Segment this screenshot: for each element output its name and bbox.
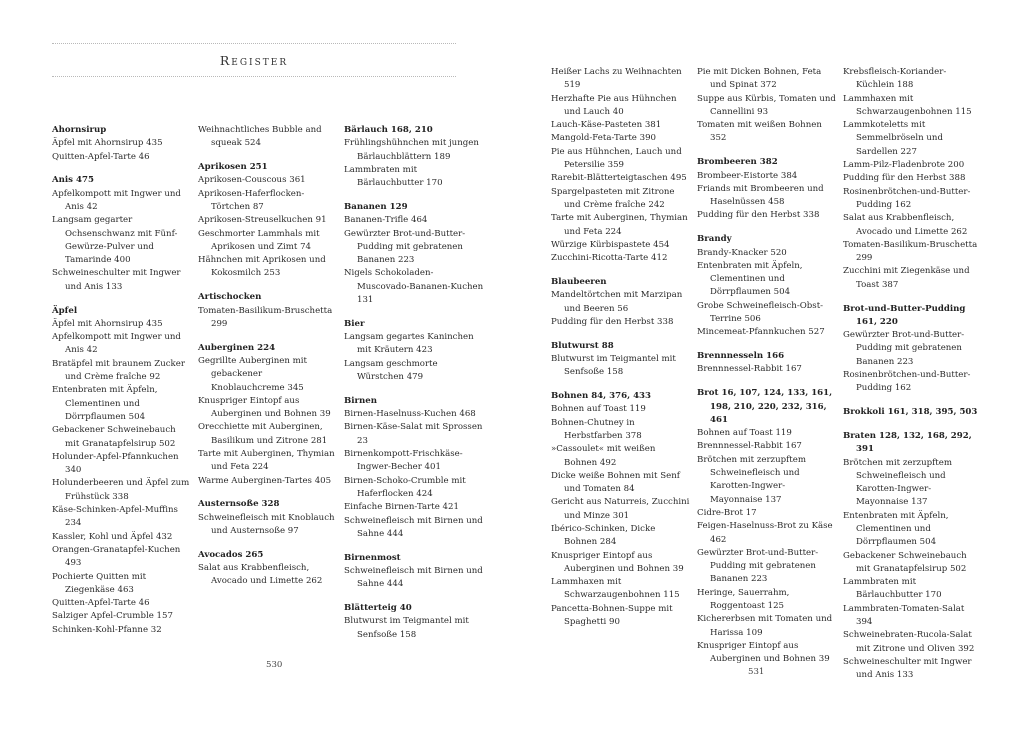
- index-entry: Brötchen mit zerzupftem Schweinefleisch und Karotten-Ingwer-Mayonnaise 137: [697, 454, 806, 505]
- index-entry: Gewürzter Brot-und-Butter-Pudding mit gebratenen Bananen 223: [344, 228, 466, 266]
- index-entry: Kassler, Kohl und Äpfel 432: [52, 531, 173, 542]
- index-heading: Brot 16, 107, 124, 133, 161, 198, 210, 220, 232, 316, 461: [697, 388, 833, 425]
- index-entry: Birnen-Haselnuss-Kuchen 468: [344, 409, 476, 420]
- index-entry: Bananen-Trifle 464: [344, 215, 428, 226]
- top-dotted-rule: [52, 43, 456, 44]
- index-entry: Mangold-Feta-Tarte 390: [551, 133, 657, 144]
- index-entry: Würzige Kürbispastete 454: [551, 239, 670, 250]
- index-entry: Aprikosen-Streuselkuchen 91: [198, 215, 327, 226]
- index-entry: Schweineschulter mit Ingwer und Anis 133: [52, 268, 181, 292]
- index-group: [551, 66, 691, 265]
- index-entry: Lammbraten mit Bärlauchbutter 170: [843, 577, 942, 601]
- index-entry: Frühlingshühnchen mit jungen Bärlauchblättern 189: [344, 138, 479, 162]
- index-entry: Pie aus Hühnchen, Lauch und Petersilie 359: [551, 146, 682, 171]
- index-entry: Gebackener Schweinebauch mit Granatapfelsirup 502: [52, 425, 176, 449]
- index-heading: Äpfel: [52, 305, 78, 316]
- index-entry: Gewürzter Brot-und-Butter-Pudding mit gebratenen Bananen 223: [843, 330, 965, 367]
- index-heading: Birnen: [344, 395, 378, 406]
- index-entry: Gegrillte Auberginen mit gebackener Knoblauchcreme 345: [198, 355, 307, 393]
- index-entry: Käse-Schinken-Apfel-Muffins 234: [52, 505, 178, 529]
- index-column-2: [198, 124, 338, 599]
- index-entry: Tarte mit Auberginen, Thymian und Feta 224: [551, 213, 688, 237]
- index-heading: Auberginen 224: [198, 342, 276, 353]
- index-group: [344, 124, 484, 190]
- index-heading: Ahornsirup: [52, 125, 107, 135]
- index-heading: Anis 475: [52, 175, 94, 186]
- index-group: [52, 174, 192, 294]
- index-group: [198, 124, 338, 151]
- index-entry: Pudding für den Herbst 388: [843, 173, 966, 184]
- index-entry: Bohnen auf Toast 119: [697, 428, 792, 439]
- index-entry: Langsam geschmorte Würstchen 479: [344, 358, 438, 383]
- index-entry: Tomaten mit weißen Bohnen 352: [697, 120, 822, 144]
- index-entry: Herzhafte Pie aus Hühnchen und Lauch 40: [551, 93, 677, 117]
- index-entry: Brennnessel-Rabbit 167: [697, 364, 802, 375]
- index-heading: Avocados 265: [198, 549, 264, 560]
- index-entry: Mandeltörtchen mit Marzipan und Beeren 56: [551, 290, 683, 314]
- index-entry: Äpfel mit Ahornsirup 435: [52, 318, 163, 329]
- index-entry: Orecchiette mit Auberginen, Basilikum und Zitrone 281: [198, 422, 328, 446]
- index-entry: Zucchini-Ricotta-Tarte 412: [551, 253, 668, 264]
- index-entry: Friands mit Brombeeren und Haselnüssen 458: [697, 183, 824, 208]
- index-column-6: [843, 66, 983, 693]
- index-entry: Aprikosen-Haferflocken-Törtchen 87: [198, 188, 305, 212]
- index-entry: Warme Auberginen-Tartes 405: [198, 475, 332, 486]
- page-number-right: 531: [748, 667, 765, 677]
- index-group: [843, 406, 983, 419]
- index-group: [344, 602, 484, 642]
- index-column-4: [551, 66, 691, 640]
- index-entry: Pudding für den Herbst 338: [551, 316, 674, 327]
- index-heading: Brennnesseln 166: [697, 351, 785, 362]
- index-group: [843, 430, 983, 683]
- index-entry: Suppe aus Kürbis, Tomaten und Cannellini 93: [697, 93, 836, 117]
- index-entry: Orangen-Granatapfel-Kuchen 493: [52, 544, 181, 569]
- index-heading: Blaubeeren: [551, 276, 607, 287]
- index-entry: Schweinefleisch mit Knoblauch und Austernsoße 97: [198, 512, 335, 537]
- index-entry: Geschmorter Lammhals mit Aprikosen und Zimt 74: [198, 228, 320, 252]
- index-entry: Brandy-Knacker 520: [697, 247, 787, 258]
- index-group: [697, 233, 837, 339]
- index-group: [697, 66, 837, 146]
- index-entry: Blutwurst im Teigmantel mit Senfsoße 158: [344, 616, 469, 640]
- index-entry: Langsam gegarter Ochsenschwanz mit Fünf-Gewürze-Pulver und Tamarinde 400: [52, 215, 178, 266]
- index-entry: Holunderbeeren und Äpfel zum Frühstück 338: [52, 478, 190, 502]
- index-entry: Schweineschulter mit Ingwer und Anis 133: [843, 656, 972, 681]
- index-entry: Pie mit Dicken Bohnen, Feta und Spinat 372: [697, 67, 822, 91]
- index-column-5: [697, 66, 837, 677]
- index-entry: Heringe, Sauerrahm, Roggentoast 125: [697, 587, 790, 611]
- index-entry: Tarte mit Auberginen, Thymian und Feta 224: [198, 449, 335, 473]
- index-heading: Brot-und-Butter-Pudding 161, 220: [843, 303, 966, 327]
- index-group: [697, 387, 837, 666]
- index-entry: Pochierte Quitten mit Ziegenkäse 463: [52, 571, 147, 595]
- index-entry: Salat aus Krabbenfleisch, Avocado und Limette 262: [198, 563, 323, 587]
- index-entry: Salat aus Krabbenfleisch, Avocado und Limette 262: [843, 213, 968, 237]
- title-dotted-rule: [52, 76, 456, 77]
- index-heading: Birnenmost: [344, 552, 401, 563]
- index-group: [843, 303, 983, 396]
- index-entry: Brennnessel-Rabbit 167: [697, 441, 802, 452]
- index-entry: Langsam gegartes Kaninchen mit Kräutern 423: [344, 332, 474, 356]
- index-group: [344, 395, 484, 541]
- index-entry: Pudding für den Herbst 338: [697, 210, 820, 221]
- index-group: [198, 549, 338, 589]
- index-entry: Lammbraten mit Bärlauchbutter 170: [344, 164, 443, 189]
- index-entry: Gewürzter Brot-und-Butter-Pudding mit gebratenen Bananen 223: [697, 547, 819, 585]
- index-entry: Tomaten-Basilikum-Bruschetta 299: [843, 239, 978, 264]
- index-column-3: [344, 124, 484, 652]
- index-heading: Bärlauch 168, 210: [344, 125, 433, 135]
- index-group: [198, 291, 338, 331]
- index-heading: Brombeeren 382: [697, 157, 778, 168]
- index-group: [198, 498, 338, 538]
- index-entry: Hähnchen mit Aprikosen und Kokosmilch 253: [198, 255, 326, 279]
- index-entry: Birnen-Käse-Salat mit Sprossen 23: [344, 422, 483, 446]
- index-heading: Blätterteig 40: [344, 603, 412, 613]
- index-entry: »Cassoulet« mit weißen Bohnen 492: [551, 444, 656, 468]
- index-group: [551, 340, 691, 380]
- index-entry: Aprikosen-Couscous 361: [198, 175, 306, 186]
- index-entry: Apfelkompott mit Ingwer und Anis 42: [52, 188, 181, 212]
- index-entry: Rosinenbrötchen-und-Butter-Pudding 162: [843, 186, 971, 210]
- index-heading: Austernsoße 328: [198, 499, 280, 510]
- index-entry: Äpfel mit Ahornsirup 435: [52, 138, 163, 149]
- index-group: [697, 350, 837, 377]
- index-group: [344, 201, 484, 307]
- index-entry: Bohnen-Chutney in Herbstfarben 378: [551, 417, 642, 441]
- index-entry: Tomaten-Basilikum-Bruschetta 299: [198, 305, 333, 329]
- index-column-1: [52, 124, 192, 647]
- index-entry: Lammbraten-Tomaten-Salat 394: [843, 603, 965, 628]
- index-group: [551, 276, 691, 329]
- index-entry: Lammkoteletts mit Semmelbröseln und Sardellen 227: [843, 120, 943, 157]
- index-entry: Bratäpfel mit braunem Zucker und Crème fraîche 92: [52, 358, 185, 383]
- index-entry: Rarebit-Blätterteigtaschen 495: [551, 173, 687, 184]
- index-heading: Brandy: [697, 234, 732, 245]
- index-entry: Apfelkompott mit Ingwer und Anis 42: [52, 332, 181, 356]
- index-entry: Cidre-Brot 17: [697, 507, 757, 518]
- index-entry: Lammhaxen mit Schwarzaugenbohnen 115: [551, 577, 680, 601]
- index-entry: Schweinebraten-Rucola-Salat mit Zitrone und Oliven 392: [843, 630, 975, 654]
- index-entry: Knuspriger Eintopf aus Auberginen und Bohnen 39: [551, 550, 684, 574]
- index-entry: Weihnachtliches Bubble and squeak 524: [198, 125, 322, 149]
- index-group: [198, 161, 338, 281]
- index-entry: Bohnen auf Toast 119: [551, 404, 646, 415]
- index-entry: Schweinefleisch mit Birnen und Sahne 444: [344, 515, 483, 539]
- index-entry: Heißer Lachs zu Weihnachten 519: [551, 67, 682, 91]
- index-entry: Salziger Apfel-Crumble 157: [52, 611, 173, 622]
- index-entry: Gebackener Schweinebauch mit Granatapfelsirup 502: [843, 550, 967, 574]
- index-entry: Rosinenbrötchen-und-Butter-Pudding 162: [843, 370, 971, 394]
- index-entry: Gericht aus Naturreis, Zucchini und Minze 301: [551, 497, 690, 521]
- index-entry: Ibérico-Schinken, Dicke Bohnen 284: [551, 524, 656, 548]
- index-entry: Holunder-Apfel-Pfannkuchen 340: [52, 451, 179, 476]
- page-title: Register: [219, 53, 289, 68]
- index-group: [843, 66, 983, 292]
- index-heading: Artischocken: [198, 292, 262, 303]
- index-group: [551, 390, 691, 629]
- index-entry: Lauch-Käse-Pasteten 381: [551, 120, 662, 131]
- index-entry: Quitten-Apfel-Tarte 46: [52, 151, 150, 162]
- index-entry: Dicke weiße Bohnen mit Senf und Tomaten 84: [551, 470, 680, 495]
- index-entry: Spargelpasteten mit Zitrone und Crème fraîche 242: [551, 186, 675, 210]
- index-group: [198, 342, 338, 488]
- index-heading: Bananen 129: [344, 201, 408, 212]
- index-heading: Bohnen 84, 376, 433: [551, 391, 652, 402]
- index-entry: Brötchen mit zerzupftem Schweinefleisch und Karotten-Ingwer-Mayonnaise 137: [843, 457, 952, 508]
- page-number-left: 530: [266, 660, 283, 670]
- index-group: [697, 156, 837, 222]
- index-entry: Knuspriger Eintopf aus Auberginen und Bohnen 39: [697, 640, 830, 665]
- index-entry: Entenbraten mit Äpfeln, Clementinen und Dörrpflaumen 504: [843, 510, 949, 548]
- index-heading: Brokkoli 161, 318, 395, 503: [843, 407, 978, 418]
- index-entry: Kichererbsen mit Tomaten und Harissa 109: [697, 614, 833, 638]
- index-entry: Brombeer-Eistorte 384: [697, 170, 798, 181]
- index-entry: Pancetta-Bohnen-Suppe mit Spaghetti 90: [551, 603, 673, 628]
- index-group: [344, 318, 484, 384]
- index-entry: Zucchini mit Ziegenkäse und Toast 387: [843, 266, 970, 290]
- index-group: [52, 305, 192, 637]
- index-entry: Schweinefleisch mit Birnen und Sahne 444: [344, 565, 483, 590]
- index-entry: Entenbraten mit Äpfeln, Clementinen und Dörrpflaumen 504: [52, 385, 158, 422]
- index-group: [52, 124, 192, 164]
- index-group: [344, 552, 484, 592]
- index-heading: Blutwurst 88: [551, 340, 614, 351]
- index-entry: Birnenkompott-Frischkäse-Ingwer-Becher 401: [344, 449, 463, 473]
- index-entry: Schinken-Kohl-Pfanne 32: [52, 624, 162, 635]
- index-entry: Knuspriger Eintopf aus Auberginen und Bohnen 39: [198, 395, 331, 420]
- index-entry: Feigen-Haselnuss-Brot zu Käse 462: [697, 521, 833, 545]
- index-entry: Entenbraten mit Äpfeln, Clementinen und Dörrpflaumen 504: [697, 260, 803, 298]
- index-heading: Braten 128, 132, 168, 292, 391: [843, 430, 972, 455]
- index-entry: Nigels Schokoladen-Muscovado-Bananen-Kuchen 131: [344, 268, 484, 306]
- index-heading: Aprikosen 251: [198, 162, 268, 173]
- index-entry: Birnen-Schoko-Crumble mit Haferflocken 424: [344, 475, 466, 499]
- index-entry: Krebsfleisch-Koriander-Küchlein 188: [843, 67, 947, 91]
- index-entry: Mincemeat-Pfannkuchen 527: [697, 327, 825, 338]
- index-entry: Einfache Birnen-Tarte 421: [344, 502, 459, 513]
- index-entry: Quitten-Apfel-Tarte 46: [52, 598, 150, 609]
- index-entry: Lamm-Pilz-Fladenbrote 200: [843, 160, 965, 171]
- index-entry: Lammhaxen mit Schwarzaugenbohnen 115: [843, 93, 972, 117]
- index-entry: Blutwurst im Teigmantel mit Senfsoße 158: [551, 353, 676, 378]
- index-heading: Bier: [344, 318, 365, 329]
- index-entry: Grobe Schweinefleisch-Obst-Terrine 506: [697, 300, 824, 325]
